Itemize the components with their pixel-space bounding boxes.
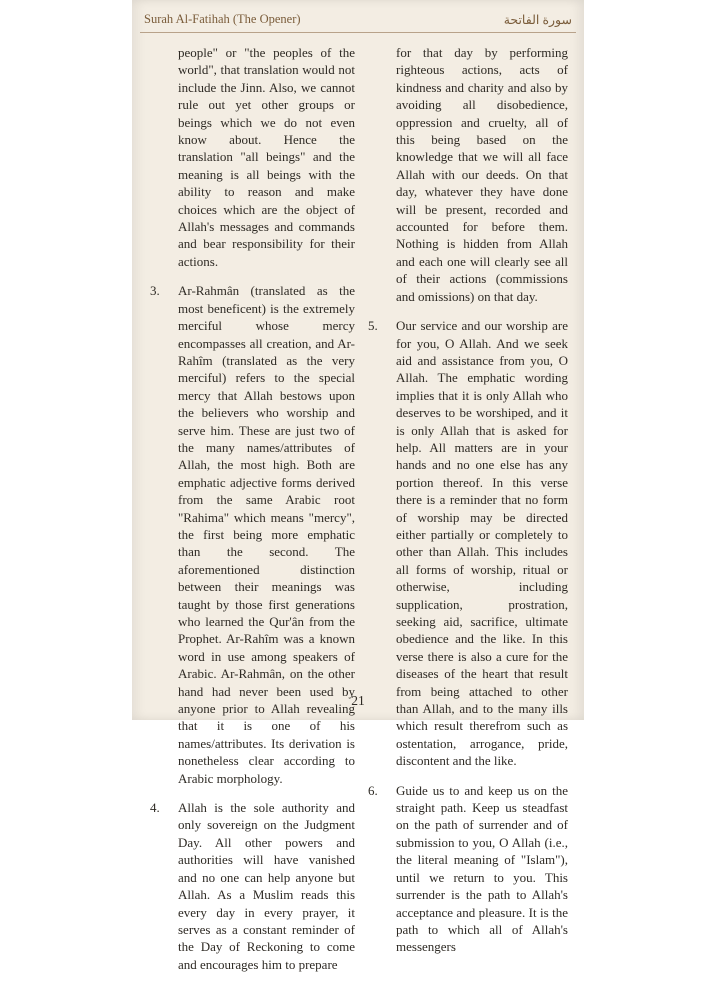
item-number: 6. <box>368 782 378 798</box>
list-item <box>150 282 355 787</box>
item-number: 5. <box>368 318 378 334</box>
item-number: 4. <box>150 800 160 816</box>
page-number: 21 <box>351 693 365 708</box>
list-item <box>368 44 568 305</box>
running-header <box>144 12 572 32</box>
item-text: Our service and our worship are for you, O Allah. And we seek aid and assistance from you, O Allah. The emphatic wording implies that it is only Allah who deserves to be worshiped, and it is only Allah that is asked for help. All matters are in your hands and no one else has any portion thereof. In this verse there is a reminder that no form of worship may be directed either partially or completely to other than Allah. This includes all forms of worship, ritual or otherwise, including supplication, prostration, seeking aid, sacrifice, ultimate obedience and the like. In this verse there is also a cure for the diseases of the heart that result from being attached to other than Allah, and to the many ills which result therefrom such as ostentation, arrogance, pride, discontent and the like. <box>396 318 568 769</box>
item-text: Allah is the sole authority and only sovereign on the Judgment Day. All other powers and authorities will have vanished and no one can help anyone but Allah. As a Muslim reads this every day in every prayer, it serves as a constant reminder of the Day of Reckoning to come and encourages him to prepare <box>178 800 355 972</box>
header-title-arabic: سورة الفاتحة <box>503 13 572 27</box>
left-column <box>150 44 355 985</box>
item-number: 3. <box>150 283 160 299</box>
right-column <box>368 44 568 968</box>
list-item <box>368 782 568 956</box>
item-text: Ar-Rahmân (translated as the most beneficent) is the extremely merciful whose mercy encompasses all creation, and Ar-Rahîm (translated as the very merciful) refers to the special mercy that Allah bestows upon the believers who worship and serve him. These are just two of the many names/attributes of Allah, the most high. Both are emphatic adjective forms derived from the same Arabic root "Rahima" which means "mercy", the first being more emphatic than the second. The aforementioned distinction between their meanings was taught by those first generations who learned the Qur'ân from the Prophet. Ar-Rahîm was a known word in use among speakers of Arabic. Ar-Rahmân, on the other hand had never been used by anyone prior to Allah revealing that it is one of his names/attributes. Its derivation is nonetheless clear according to Arabic morphology. <box>178 283 355 786</box>
header-title-english: Surah Al-Fatihah (The Opener) <box>144 12 301 26</box>
continuation-paragraph: people" or "the peoples of the world", that translation would not include the Jinn. Also, we cannot rule out yet other groups or beings which we do not even know about. Hence the translation "all beings" and the meaning is all beings with the ability to reason and make choices which are the object of Allah's messages and commands and bear responsibility for their actions. <box>178 45 355 269</box>
continuation-paragraph: for that day by performing righteous actions, acts of kindness and charity and also by avoiding all disobedience, oppression and cruelty, all of this being based on the knowledge that we will all face Allah with our deeds. On that day, whatever they have done will be present, recorded and accounted for before them. Nothing is hidden from Allah and each one will clearly see all of their actions (commissions and omissions) on that day. <box>396 45 568 304</box>
list-item <box>150 44 355 270</box>
book-page <box>132 0 584 972</box>
list-item <box>150 799 355 973</box>
header-rule <box>140 32 576 33</box>
item-text: Guide us to and keep us on the straight path. Keep us steadfast on the path of surrender and of submission to you, O Allah (i.e., the literal meaning of "Islam"), until we return to you. This surrender is the path to Allah's acceptance and pleasure. It is the path to which all of Allah's messengers <box>396 782 568 955</box>
